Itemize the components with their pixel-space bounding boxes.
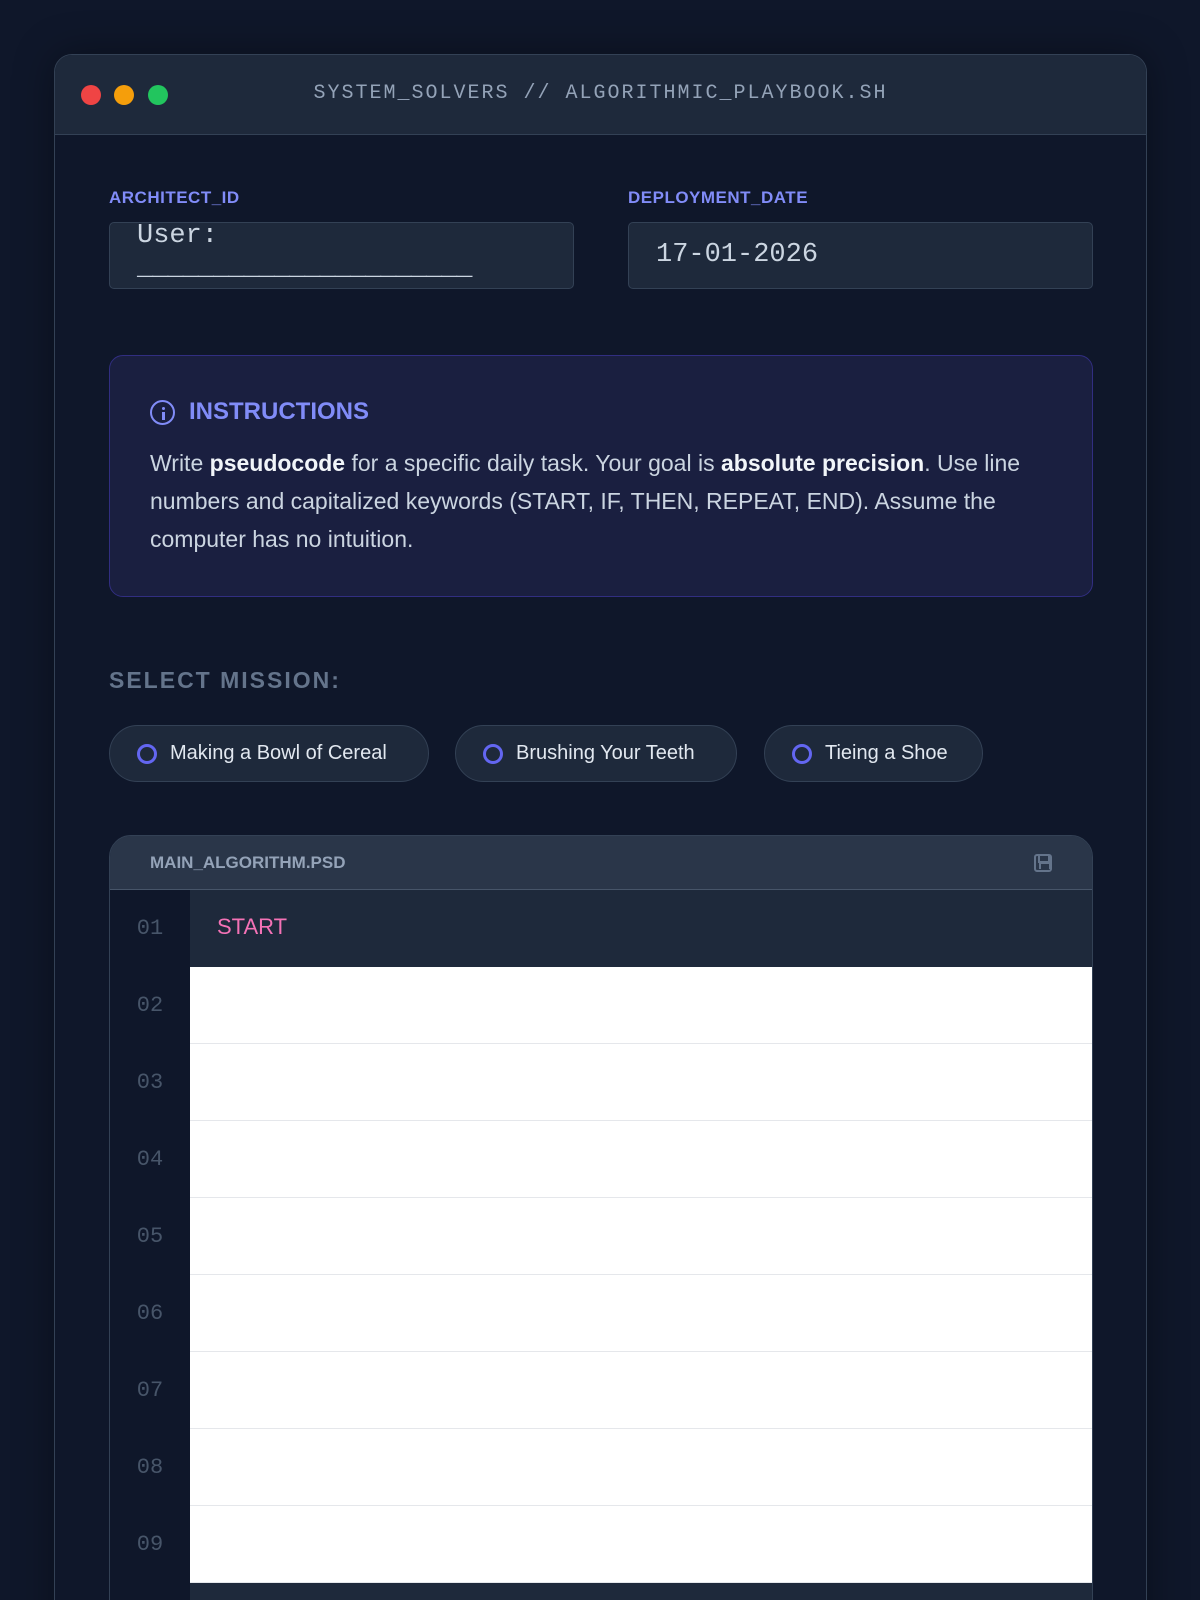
code-line-start [190, 890, 1093, 967]
instructions-text [150, 444, 1060, 558]
save-icon[interactable] [1034, 854, 1052, 872]
mission-option-label: Tieing a Shoe [825, 742, 948, 764]
line-number: 08 [136, 1455, 164, 1480]
mission-option-label: Brushing Your Teeth [516, 742, 695, 764]
radio-icon[interactable] [792, 744, 812, 764]
info-icon [150, 400, 175, 425]
line-number: 04 [136, 1147, 164, 1172]
app-window [54, 54, 1147, 1600]
architect-id-field[interactable] [109, 222, 574, 289]
code-line-input[interactable] [190, 1198, 1093, 1275]
editor-header [110, 836, 1092, 890]
instructions-text-part-3: . Use line numbers and capitalized keywords (START, IF, THEN, REPEAT, END). Assume the computer has no intuition. [150, 450, 1021, 552]
code-line-next[interactable] [190, 1583, 1093, 1600]
mission-option-shoe[interactable] [764, 725, 983, 782]
deployment-date-label: DEPLOYMENT_DATE [628, 188, 809, 207]
deployment-date-value: 17-01-2026 [656, 240, 819, 270]
code-line-input[interactable] [190, 1352, 1093, 1429]
mission-option-label: Making a Bowl of Cereal [170, 742, 387, 764]
instructions-text-part-1: Write [150, 450, 210, 476]
mission-option-teeth[interactable] [455, 725, 737, 782]
instructions-title: INSTRUCTIONS [189, 398, 369, 425]
line-number: 03 [136, 1070, 164, 1095]
radio-icon[interactable] [483, 744, 503, 764]
architect-id-value-line2: ______________________ [137, 253, 472, 283]
code-line-input[interactable] [190, 1121, 1093, 1198]
radio-icon[interactable] [137, 744, 157, 764]
line-number: 06 [136, 1301, 164, 1326]
window-title: SYSTEM_SOLVERS // ALGORITHMIC_PLAYBOOK.SH [313, 82, 888, 105]
architect-id-value-line1: User: [137, 221, 219, 251]
select-mission-label: SELECT MISSION: [109, 667, 341, 693]
instructions-text-part-2: for a specific daily task. Your goal is [345, 450, 721, 476]
code-line-input[interactable] [190, 1506, 1093, 1583]
line-number-gutter [110, 890, 190, 1600]
instructions-header [150, 398, 369, 426]
code-line-input[interactable] [190, 1275, 1093, 1352]
editor-filename: MAIN_ALGORITHM.PSD [150, 853, 346, 872]
line-number: 02 [136, 993, 164, 1018]
code-line-input[interactable] [190, 967, 1093, 1044]
title-bar [55, 55, 1146, 135]
deployment-date-field[interactable] [628, 222, 1093, 289]
line-number: 07 [136, 1378, 164, 1403]
line-number: 09 [136, 1532, 164, 1557]
code-line-input[interactable] [190, 1429, 1093, 1506]
instructions-panel [109, 355, 1093, 597]
instructions-bold-1: pseudocode [209, 450, 346, 476]
line-number: 05 [136, 1224, 164, 1249]
code-line-input[interactable] [190, 1044, 1093, 1121]
code-editor [109, 835, 1093, 1600]
start-keyword: START [217, 914, 288, 939]
mission-option-cereal[interactable] [109, 725, 429, 782]
instructions-bold-2: absolute precision [720, 450, 925, 476]
architect-id-label: ARCHITECT_ID [109, 188, 240, 207]
line-number: 01 [136, 916, 164, 941]
